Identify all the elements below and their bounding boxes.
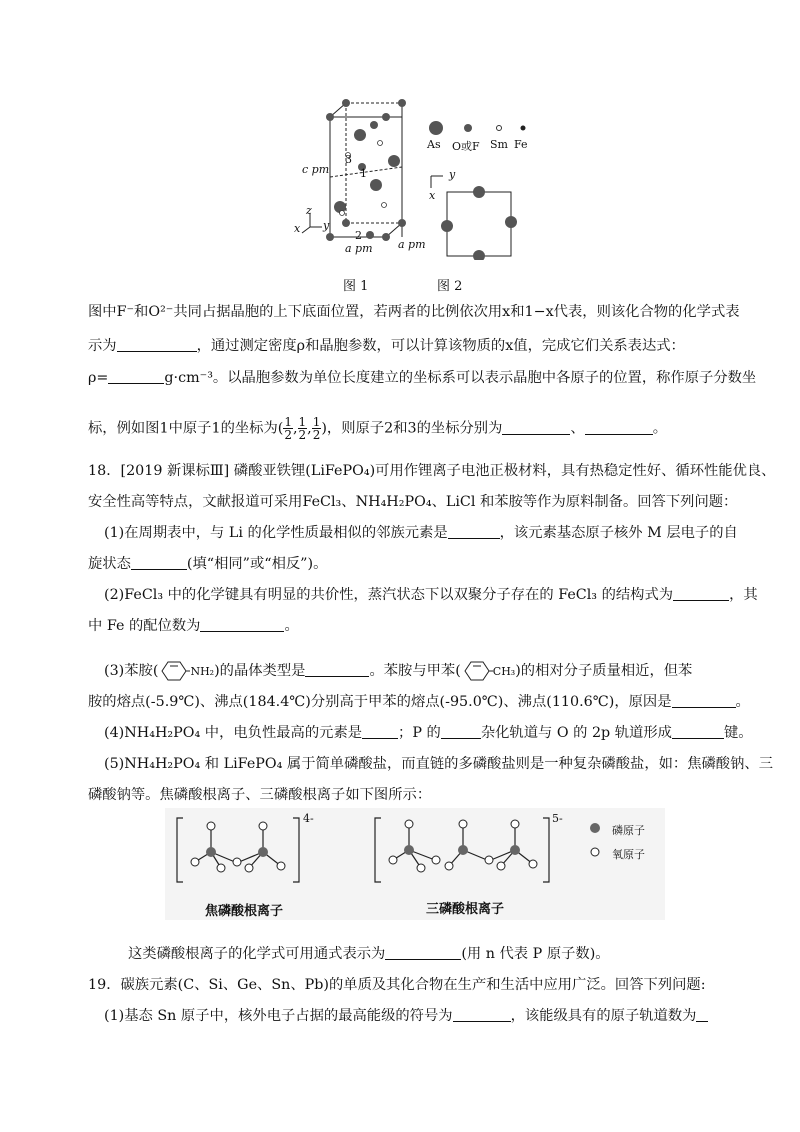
legend-sm: Sm [490,138,508,151]
answer-blank [117,337,197,352]
charge-5minus: 5- [552,812,563,825]
benzene-ring-icon [158,660,190,682]
label-pyrophosphate: 焦磷酸根离子 [205,904,284,919]
charge-4minus: 4- [303,812,314,825]
fig2-x-label: x [429,189,436,202]
answer-blank [362,724,398,739]
answer-blank [200,617,284,632]
answer-blank [385,945,461,960]
axis-y-label: y [323,219,330,232]
legend-as: As [427,138,441,151]
q17-line-1: 图中F⁻和O²⁻共同占据晶胞的上下底面位置，若两者的比例依次用x和1−x代表，则该化合物的化学式表 [88,304,740,320]
answer-blank [696,1007,708,1022]
q17-line-3: ρ= g·cm⁻³。以晶胞参数为单位长度建立的坐标系可以表示晶胞中各原子的位置，称作原子分数坐 [88,370,757,386]
q19-p1: (1)基态 Sn 原子中，核外电子占据的最高能级的符号为 ，该能级具有的原子轨道数为 [104,1006,708,1026]
q18-p2-line-1: (2)FeCl₃ 中的化学键具有明显的共价性，蒸汽状态下以双聚分子存在的 FeCl₃ 的结构式为 ，其 [104,587,758,603]
caption-figure-1: 图 1 [343,279,369,294]
a-pm-label-2: a pm [398,238,426,251]
answer-blank [672,693,736,708]
q17-line-4: 标，例如图1中原子1的坐标为( $\frac{1}{2}$ , $\frac{1}{2}$ , $\frac{1}{2}$ )，则原子2和3的坐标分别为 、 。 [88,415,667,442]
axis-z-label: z [306,204,312,217]
q18-p1-line-1: (1)在周期表中，与 Li 的化学性质最相似的邻族元素是 ，该元素基态原子核外 M 层电子的自 [104,525,738,541]
a-pm-label-1: a pm [345,242,373,255]
figure-2-top-view [425,170,535,260]
atom-1-label: 1 [360,167,367,180]
q18-p3-line-2: 胺的熔点(-5.9℃)、沸点(184.4℃)分别高于甲苯的熔点(-95.0℃)、沸点(110.6℃)，原因是 。 [88,694,750,710]
q18-line-1: 18．[2019 新课标Ⅲ] 磷酸亚铁锂(LiFePO₄)可用作锂离子电池正极材料，具有热稳定性好、循环性能优良、 [88,463,776,479]
answer-blank [453,1007,511,1022]
q18-p5-line-2: 磷酸钠等。焦磷酸根离子、三磷酸根离子如下图所示： [88,787,432,803]
q18-p5-line-1: (5)NH₄H₂PO₄ 和 LiFePO₄ 属于简单磷酸盐，而直链的多磷酸盐则是一种复杂磷酸盐，如：焦磷酸钠、三 [104,756,773,772]
figure-1-legend-symbols [424,118,534,138]
answer-blank [502,420,570,435]
fig2-y-label: y [449,168,456,181]
atom-2-label: 2 [355,229,362,242]
q17-line-2: 示为 ，通过测定密度ρ和晶胞参数，可以计算该物质的x值，完成它们关系表达式： [88,338,685,354]
answer-blank [673,586,729,601]
atom-3-label: 3 [345,153,352,166]
answer-blank [672,724,724,739]
q19-line-1: 19．碳族元素(C、Si、Ge、Sn、Pb)的单质及其化合物在生产和生活中应用广泛。回答下列问题: [88,977,706,993]
q18-line-2: 安全性高等特点，文献报道可采用FeCl₃、NH₄H₂PO₄、LiCl 和苯胺等作为原料制备。回答下列问题： [88,494,738,510]
legend-oxygen: 氧原子 [612,848,645,861]
q18-p1-line-2: 旋状态 (填“相同”或“相反”)。 [88,556,328,572]
label-triphosphate: 三磷酸根离子 [426,902,505,917]
benzene-ring-icon [461,660,493,682]
phosphate-ions-structures [165,810,665,890]
q18-p3-line-1: (3)苯胺( NH₂)的晶体类型是 。苯胺与甲苯( CH₃)的相对分子质量相近，但苯 [104,660,692,682]
q18-p4: (4)NH₄H₂PO₄ 中，电负性最高的元素是 ；P 的 杂化轨道与 O 的 2p 轨道形成 键。 [104,725,753,741]
legend-o-f: O或F [452,140,480,153]
answer-blank [441,724,481,739]
answer-blank [585,420,653,435]
caption-figure-2: 图 2 [437,279,463,294]
answer-blank [131,555,187,570]
legend-phosphorus: 磷原子 [612,824,645,837]
q18-p5-line-3: 这类磷酸根离子的化学式可用通式表示为 (用 n 代表 P 原子数)。 [128,946,610,962]
answer-blank [448,524,500,539]
axis-x-label: x [294,222,301,235]
legend-fe: Fe [514,138,528,151]
q18-p2-line-2: 中 Fe 的配位数为 。 [88,618,299,634]
answer-blank [108,369,164,384]
answer-blank [305,662,369,677]
c-pm-label: c pm [302,163,330,176]
